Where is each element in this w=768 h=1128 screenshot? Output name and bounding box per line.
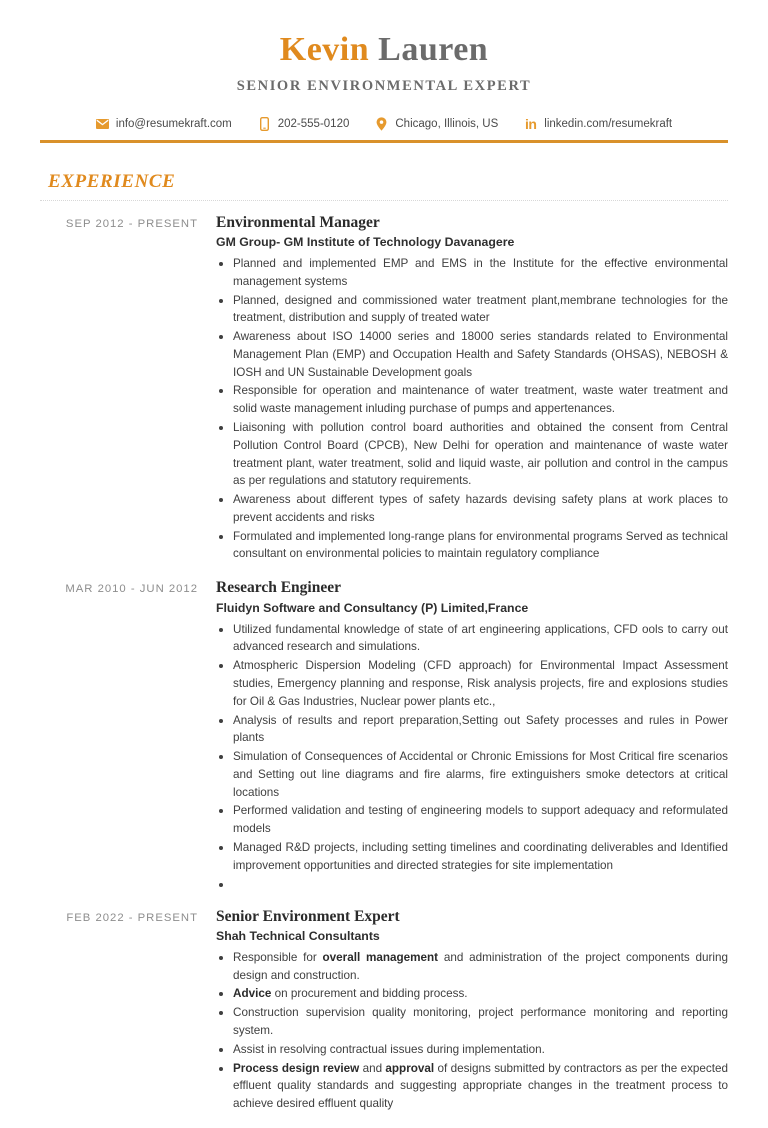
envelope-icon — [96, 117, 109, 131]
experience-entry — [40, 578, 728, 892]
entry-body — [212, 907, 728, 1114]
entry-bullet-list — [216, 949, 728, 1113]
entry-date: SEP 2012 - PRESENT — [65, 217, 198, 230]
contact-bar — [40, 117, 728, 131]
bullet-item: Awareness about ISO 14000 series and 18000 series standards related to Environmental Management Plan (EMP) and Occupation Health and Safety Standards (OHSAS), NEBOSH & IOSH and UN Sustainable Development goals — [216, 328, 728, 381]
entry-bullet-list — [216, 255, 728, 563]
bullet-item: Construction supervision quality monitoring, project performance monitoring and reporting system. — [216, 1004, 728, 1040]
candidate-first-name: Kevin — [279, 31, 370, 68]
section-title-experience: EXPERIENCE — [48, 170, 176, 192]
section-experience — [40, 171, 728, 1114]
resume-header — [40, 0, 728, 95]
entry-date: MAR 2010 - JUN 2012 — [65, 583, 198, 596]
bullet-item: Assist in resolving contractual issues during implementation. — [216, 1041, 728, 1059]
bullet-item: Formulated and implemented long-range plans for environmental programs Served as technical consultant on environmental policies to maintain regulatory compliance — [216, 528, 728, 564]
bullet-item: Awareness about different types of safety hazards devising safety plans at work places to prevent accidents and risks — [216, 491, 728, 527]
contact-linkedin[interactable] — [524, 117, 672, 131]
bullet-item: Planned, designed and commissioned water treatment plant,membrane technologies for the treatment, distribution and supply of treated water — [216, 292, 728, 328]
candidate-job-title: SENIOR ENVIRONMENTAL EXPERT — [236, 78, 532, 95]
candidate-last-name: Lauren — [378, 31, 489, 68]
bullet-item: Planned and implemented EMP and EMS in the Institute for the effective environmental management systems — [216, 255, 728, 291]
bullet-item: Responsible for overall management and administration of the project components during design and construction. — [216, 949, 728, 985]
contact-location-text: Chicago, Illinois, US — [395, 118, 499, 131]
experience-entry — [40, 213, 728, 565]
bullet-item: Performed validation and testing of engineering models to support adequacy and reformulated models — [216, 802, 728, 838]
contact-phone[interactable] — [258, 117, 350, 131]
bullet-item: Advice on procurement and bidding process. — [216, 985, 728, 1003]
entry-date: FEB 2022 - PRESENT — [66, 911, 198, 924]
entry-company: GM Group- GM Institute of Technology Davanagere — [216, 234, 515, 249]
experience-entry — [40, 907, 728, 1114]
entry-job-title: Senior Environment Expert — [216, 907, 400, 925]
phone-icon — [258, 117, 271, 131]
entry-company: Fluidyn Software and Consultancy (P) Limited,France — [216, 600, 529, 615]
contact-email[interactable] — [96, 117, 232, 131]
bullet-item: Simulation of Consequences of Accidental or Chronic Emissions for Most Critical fire scenarios and Setting out line diagrams and fire alarms, fire extinguishers smoke detectors at critical locations — [216, 748, 728, 801]
contact-location[interactable] — [375, 117, 498, 131]
entry-job-title: Research Engineer — [216, 579, 341, 597]
bullet-item: Liaisoning with pollution control board authorities and obtained the consent from Central Pollution Control Board (CPCB), New Delhi for operation and maintenance of waste water treatment plant, water treatment, solid and liquid waste, air pollution and control in the campus as per regulations and statutory requirements. — [216, 419, 728, 490]
bullet-item: Process design review and approval of designs submitted by contractors as per the expected effluent quality standards and suggesting appropriate changes in the treatment process to achieve desired effluent quality — [216, 1060, 728, 1113]
contact-email-text: info@resumekraft.com — [115, 118, 232, 131]
bullet-item: Managed R&D projects, including setting timelines and coordinating deliverables and Identified improvement opportunities and directed strategies for site implementation — [216, 839, 728, 875]
section-dotted-divider — [40, 200, 728, 201]
entry-body — [212, 213, 728, 565]
entry-company: Shah Technical Consultants — [216, 928, 380, 943]
entry-bullet-list — [216, 621, 728, 892]
linkedin-icon: in — [525, 116, 537, 133]
bullet-item: Responsible for operation and maintenance of water treatment, waste water treatment and solid waste management inluding purchase of pumps and appertenances. — [216, 382, 728, 418]
bullet-item — [216, 876, 728, 892]
bullet-item: Analysis of results and report preparation,Setting out Safety processes and rules in Power plants — [216, 712, 728, 748]
entry-job-title: Environmental Manager — [216, 213, 380, 231]
header-divider — [40, 140, 728, 143]
location-pin-icon — [375, 117, 388, 131]
entry-body — [212, 578, 728, 892]
candidate-name — [40, 30, 728, 69]
contact-phone-text: 202-555-0120 — [277, 118, 350, 131]
contact-linkedin-text: linkedin.com/resumekraft — [544, 118, 673, 131]
bullet-item: Atmospheric Dispersion Modeling (CFD approach) for Environmental Impact Assessment studies, Emergency planning and response, Risk analysis projects, fire and explosions studies for Oil & Gas Industries, Nuclear power plants etc., — [216, 657, 728, 710]
bullet-item: Utilized fundamental knowledge of state of art engineering applications, CFD ools to carry out advanced research and simulations. — [216, 621, 728, 657]
